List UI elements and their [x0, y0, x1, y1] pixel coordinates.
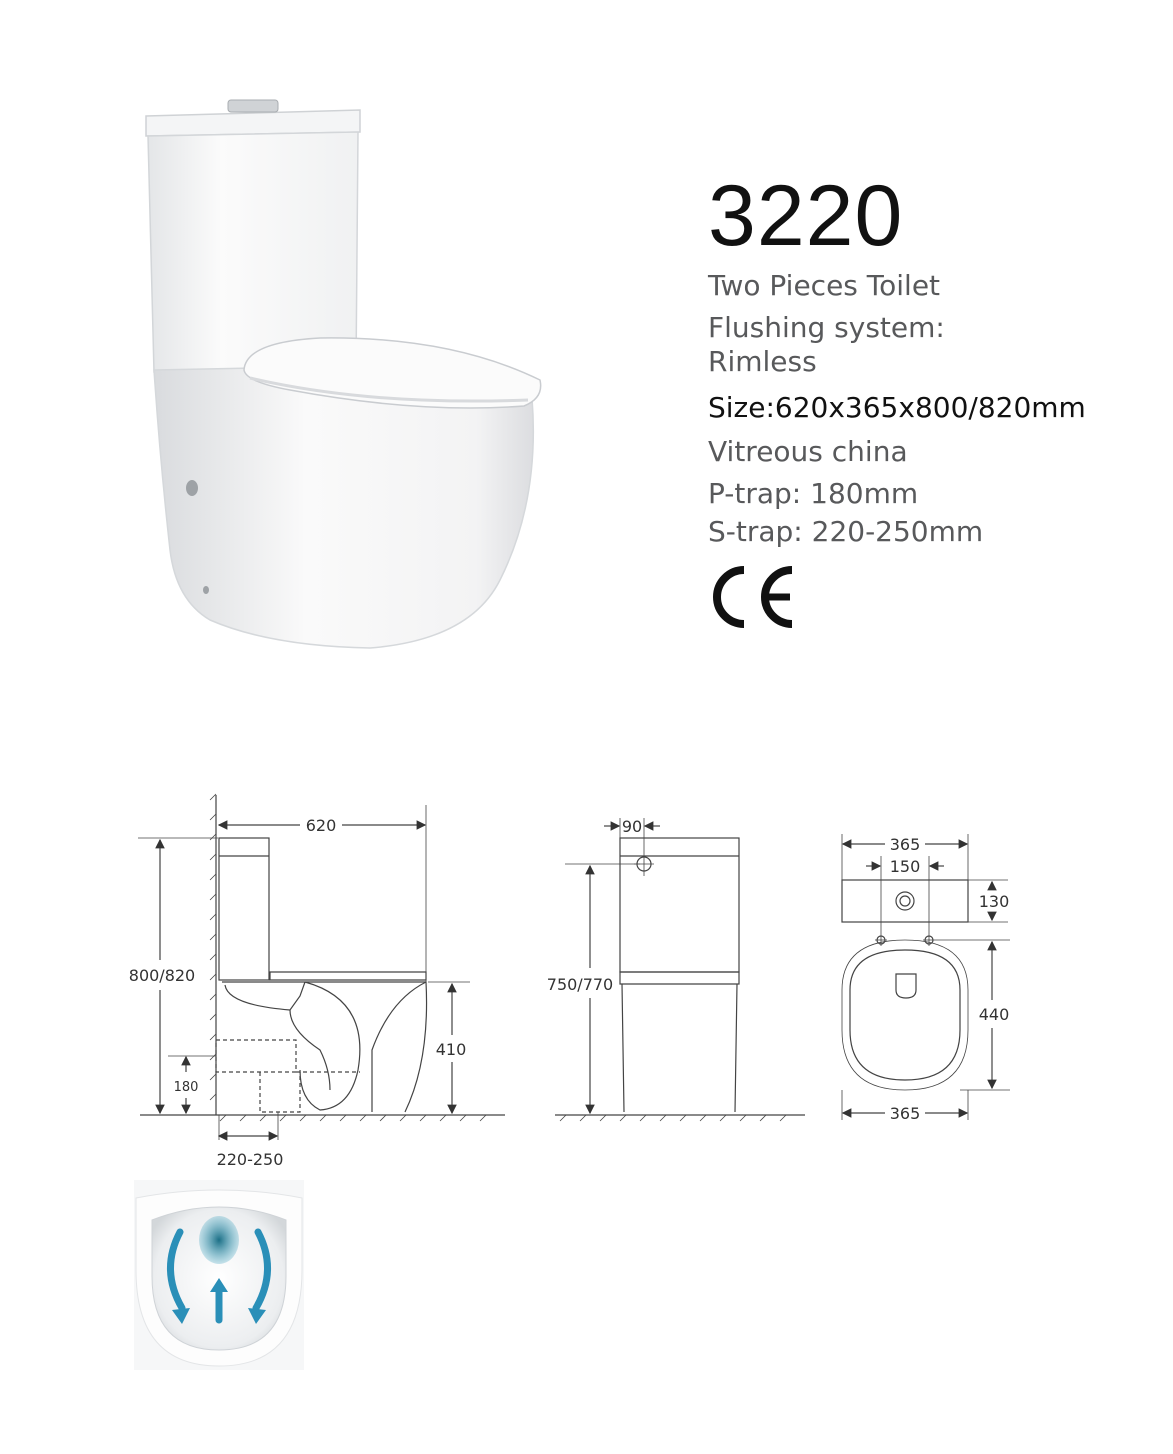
dim-bowl-depth: 440: [978, 1005, 1010, 1024]
technical-drawings: [0, 780, 1173, 1180]
spec-type: Two Pieces Toilet: [708, 269, 941, 302]
dim-front-offset: 90: [621, 817, 643, 836]
spec-flushing-label: Flushing system:: [708, 311, 945, 344]
dim-top-width: 365: [889, 835, 921, 854]
spec-flushing-value: Rimless: [708, 345, 817, 378]
dim-seat-height: 410: [435, 1040, 467, 1059]
dim-side-height: 800/820: [128, 966, 196, 985]
top-view-drawing: [842, 834, 1010, 1120]
ce-mark: [708, 564, 1086, 634]
dim-front-height: 750/770: [546, 975, 614, 994]
ce-mark-icon: [708, 564, 798, 630]
spec-material: Vitreous china: [708, 435, 908, 468]
spec-p-trap: P-trap: 180mm: [708, 477, 919, 510]
toilet-product-image: [120, 80, 560, 670]
dim-s-trap: 220-250: [216, 1150, 284, 1169]
dim-side-length: 620: [305, 816, 337, 835]
rimless-flush-image: [134, 1180, 304, 1370]
dim-tank-depth: 130: [978, 892, 1010, 911]
spec-s-trap: S-trap: 220-250mm: [708, 515, 984, 548]
dim-hole-spacing: 150: [889, 857, 921, 876]
dim-base-width: 365: [889, 1104, 921, 1123]
model-number: 3220: [708, 168, 904, 264]
spec-size: Size:620x365x800/820mm: [708, 391, 1086, 424]
dim-p-trap: 180: [173, 1080, 199, 1095]
spec-panel: [708, 168, 1086, 634]
front-view-drawing: [555, 818, 805, 1121]
